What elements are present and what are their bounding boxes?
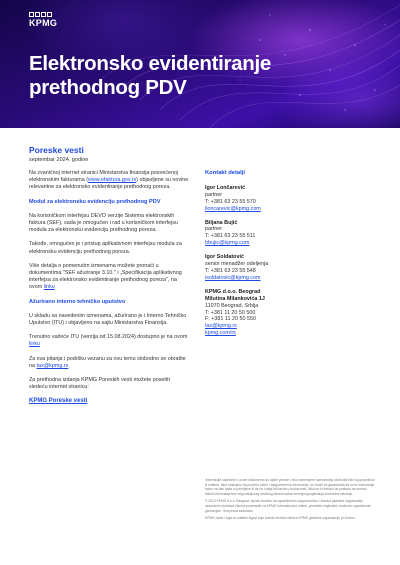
kpmg-logo-boxes (29, 12, 57, 17)
office-web-link[interactable]: kpmg.com/rs (205, 330, 236, 337)
office-fax: F: +381 11 20 50 550 (205, 316, 257, 323)
office-city: 11070 Beograd, Srbija (205, 302, 259, 309)
contact-phone: T: +381 63 23 55 548 (205, 267, 256, 274)
contact-email-link[interactable]: bbujic@kpmg.com (205, 240, 250, 247)
section-heading-itu: Ažurirano interno tehničko uputstvo (29, 298, 126, 305)
page-title-line-2: prethodnog PDV (29, 76, 187, 99)
main-content (29, 170, 189, 406)
office-email-link[interactable]: tax@kpmg.rs (205, 323, 237, 330)
intro-text-before: Na zvaničnoj internet stranici Ministarstva finansija posvećenoj elektronskim fakturama ( (29, 170, 179, 184)
support-text: Za sva pitanja i podršku vezanu za ovu temu slobodno se obratite na (29, 355, 186, 369)
issue-date: septembar 2024. godine (29, 157, 89, 163)
legal-disclaimer (205, 478, 375, 524)
details-text: Više detalja o pomenutim izmenama možete pronaći u dokumentima "SEF ažuriranje 3.10." i „Specifikacija aplikativnog interfejsa za elektronsko evidentiranje prethodnog poreza", na ovom (29, 262, 182, 291)
contact-card (205, 185, 375, 213)
kpmg-logo (29, 12, 57, 28)
page-title-line-1: Elektronsko evidentiranje (29, 52, 272, 75)
intro-text-after: ) objavljene su novine relevantne za elektronsko evidentiranje prethodnog poreza. (29, 177, 189, 191)
contact-name: Igor Soldatović (205, 254, 244, 261)
paragraph-archive: Za prethodna izdanja KPMG Poreskih vesti možete posetiti sledeću internet stranicu: (29, 377, 170, 391)
subheader (29, 145, 88, 163)
contact-card (205, 254, 375, 282)
contact-role: senior menadžer odeljenja (205, 261, 269, 268)
contact-email-link[interactable]: isoldatovic@kpmg.com (205, 274, 261, 281)
copyright-paragraph: © 2024 KPMG d.o.o. Beograd, srpsko društvo sa ograničenom odgovornošću i članica globalne organizacije nezavisnih društava članica povezanih sa KPMG International Limited, privatnim engleskim društvom ograničenim garancijom. Sva prava zadržana. (205, 499, 372, 513)
tax-email-link[interactable]: tax@kpmg.rs (36, 362, 69, 369)
office-tel: T: +381 11 20 50 500 (205, 309, 256, 316)
header-banner (0, 0, 400, 128)
disclaimer-paragraph: Informacije sadržane u ovom dokumentu su opšte prirode i nisu namenjene razmatranju okolnosti bilo kog pojedinca ili entiteta. Iako nastojimo da pružimo tačne i blagovremene informacije, ne može se garantovati da su te informacije tačne na dan kada su primljene ili da će i dalje biti tačne u budućnosti. Niko ne bi trebalo da postupa na osnovu takvih informacija bez odgovarajućeg stručnog saveta nakon temeljnog ispitivanja konkretne situacije. (205, 478, 375, 496)
itu-link[interactable]: linku (29, 341, 41, 348)
office-address (205, 289, 375, 337)
paragraph-itu-current (29, 334, 189, 348)
paragraph-support (29, 356, 189, 370)
paragraph-sef: Na korisničkom interfejsu DEVO verzije Sistema elektronskih faktura (SEF), sada je omogućen i rad u korisničkom interfejsu modula za elektronsku evidenciju prethodnog poreza. (29, 212, 178, 234)
efaktura-link[interactable]: www.efaktura.gov.rs (88, 177, 137, 184)
details-link[interactable]: linku (43, 284, 55, 291)
intro-paragraph (29, 170, 189, 192)
contact-name: Biljana Bujić (205, 219, 238, 226)
page-title (29, 52, 369, 100)
contact-heading: Kontakt detalji (205, 170, 245, 176)
series-title: Poreske vesti (29, 145, 84, 155)
trademark-paragraph: KPMG naziv i logo su zaštitni žigovi koje koriste društva članice KPMG globalne organizacije po licenci. (205, 516, 356, 521)
contact-column (205, 170, 375, 337)
paragraph-details (29, 263, 189, 292)
contact-phone: T: +381 63 23 55 511 (205, 233, 256, 240)
contact-name: Igor Lončarević (205, 184, 246, 191)
paragraph-api: Takođe, omogućen je i pristup aplikativnom interfejsu modula za elektronsku evidenciju prethodnog poreza. (29, 241, 182, 255)
contact-card (205, 220, 375, 248)
contact-phone: T: +381 63 23 55 570 (205, 198, 256, 205)
section-heading-module: Modul za elektronsku evidenciju prethodnog PDV (29, 198, 161, 205)
contact-role: partner (205, 226, 223, 233)
itu-current-text: Trenutno važeće ITU (verzija od 15.08.2024) dostupno je na ovom (29, 334, 188, 341)
office-street: Milutina Milankovića 1J (205, 295, 265, 302)
kpmg-logo-text: KPMG (29, 18, 58, 28)
contact-email-link[interactable]: iloncarevic@kpmg.com (205, 205, 261, 212)
paragraph-itu: U skladu sa navedenim izmenama, ažurirano je i Interno Tehničko Uputstvo (ITU) i objavljeno na sajtu Ministarstva Finansija. (29, 312, 187, 327)
contact-role: partner (205, 191, 223, 198)
archive-link[interactable]: KPMG Poreske vesti (29, 398, 88, 405)
office-name: KPMG d.o.o. Beograd (205, 288, 261, 295)
